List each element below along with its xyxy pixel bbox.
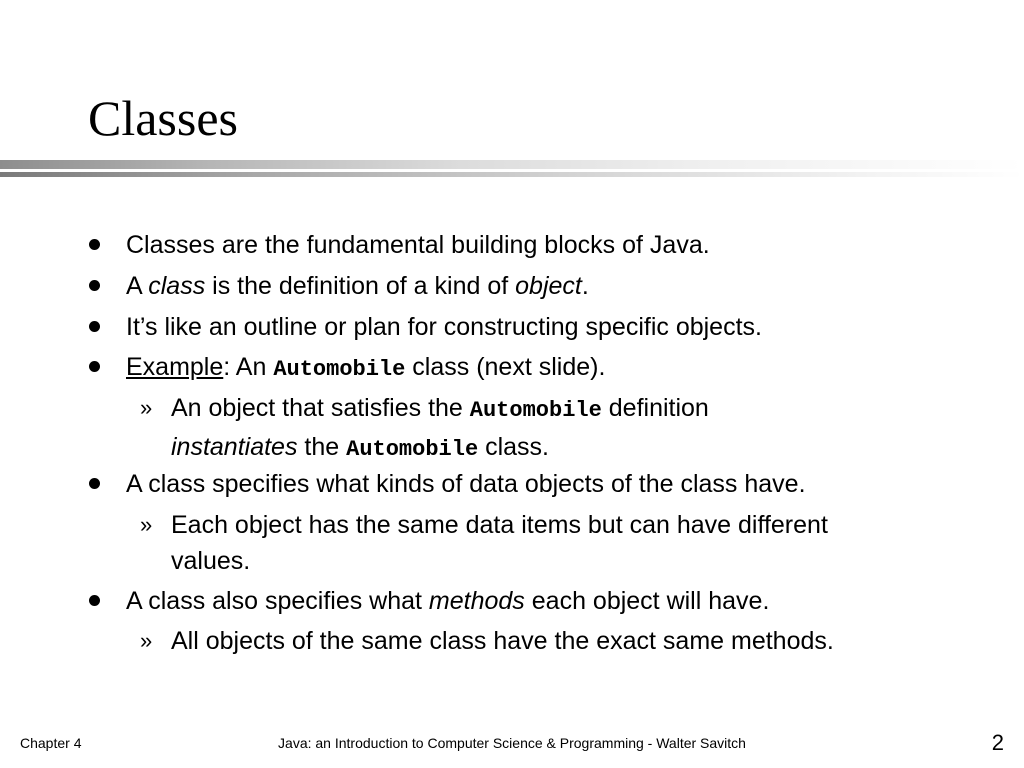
sub-bullet-text: the: [297, 433, 347, 461]
title-rule-lower: [0, 172, 1024, 177]
title-rule-upper: [0, 160, 1024, 169]
bullet-dot-icon: [89, 321, 100, 332]
bullet-5-text: A class specifies what kinds of data objects of the class have.: [126, 470, 806, 498]
bullet-dot-icon: [89, 361, 100, 372]
methods-term: methods: [428, 587, 525, 615]
sub-bullet-text: All objects of the same class have the exact same methods.: [171, 627, 834, 655]
bullet-2-text: A: [126, 272, 149, 300]
sub-bullet-text: class.: [478, 433, 550, 461]
sub-bullet-4-1: [140, 390, 951, 468]
sub-bullet-text: values.: [171, 547, 251, 575]
sub-bullet-5-1: [140, 507, 951, 579]
sub-bullet-marker-icon: »: [140, 628, 153, 653]
sub-bullet-6-1: [140, 623, 951, 659]
footer-chapter: Chapter 4: [20, 735, 82, 751]
sub-bullet-text: An object that satisfies the: [171, 394, 470, 422]
sub-bullet-marker-icon: »: [140, 395, 153, 420]
bullet-3: [126, 309, 762, 345]
bullet-4: [126, 349, 605, 388]
bullet-6-text: A class also specifies what: [126, 587, 429, 615]
bullet-dot-icon: [89, 239, 100, 250]
bullet-4-text: class (next slide).: [405, 353, 606, 381]
automobile-code: Automobile: [346, 437, 479, 462]
bullet-dot-icon: [89, 595, 100, 606]
bullet-1-text: Classes are the fundamental building blocks of Java.: [126, 231, 710, 259]
bullet-5: [126, 466, 806, 502]
bullet-1: [126, 227, 710, 263]
bullet-dot-icon: [89, 280, 100, 291]
example-label: Example: [126, 353, 224, 381]
page-number: 2: [991, 730, 1004, 755]
bullet-dot-icon: [89, 478, 100, 489]
bullet-4-text: : An: [223, 353, 274, 381]
bullet-2-term-object: object: [515, 272, 582, 300]
automobile-code: Automobile: [273, 357, 406, 382]
slide-title: Classes: [88, 90, 238, 146]
instantiates-term: instantiates: [171, 433, 298, 461]
bullet-2: [126, 268, 589, 304]
bullet-2-text: .: [581, 272, 589, 300]
sub-bullet-text: Each object has the same data items but can have different: [171, 511, 828, 539]
bullet-6-text: each object will have.: [524, 587, 770, 615]
bullet-2-text: is the definition of a kind of: [205, 272, 516, 300]
bullet-6: [126, 583, 769, 619]
automobile-code: Automobile: [469, 398, 602, 423]
footer-book-title: Java: an Introduction to Computer Science & Programming - Walter Savitch: [278, 735, 746, 751]
sub-bullet-marker-icon: »: [140, 512, 153, 537]
bullet-2-term-class: class: [148, 272, 206, 300]
bullet-3-text: It’s like an outline or plan for constructing specific objects.: [126, 313, 762, 341]
sub-bullet-text: definition: [601, 394, 709, 422]
